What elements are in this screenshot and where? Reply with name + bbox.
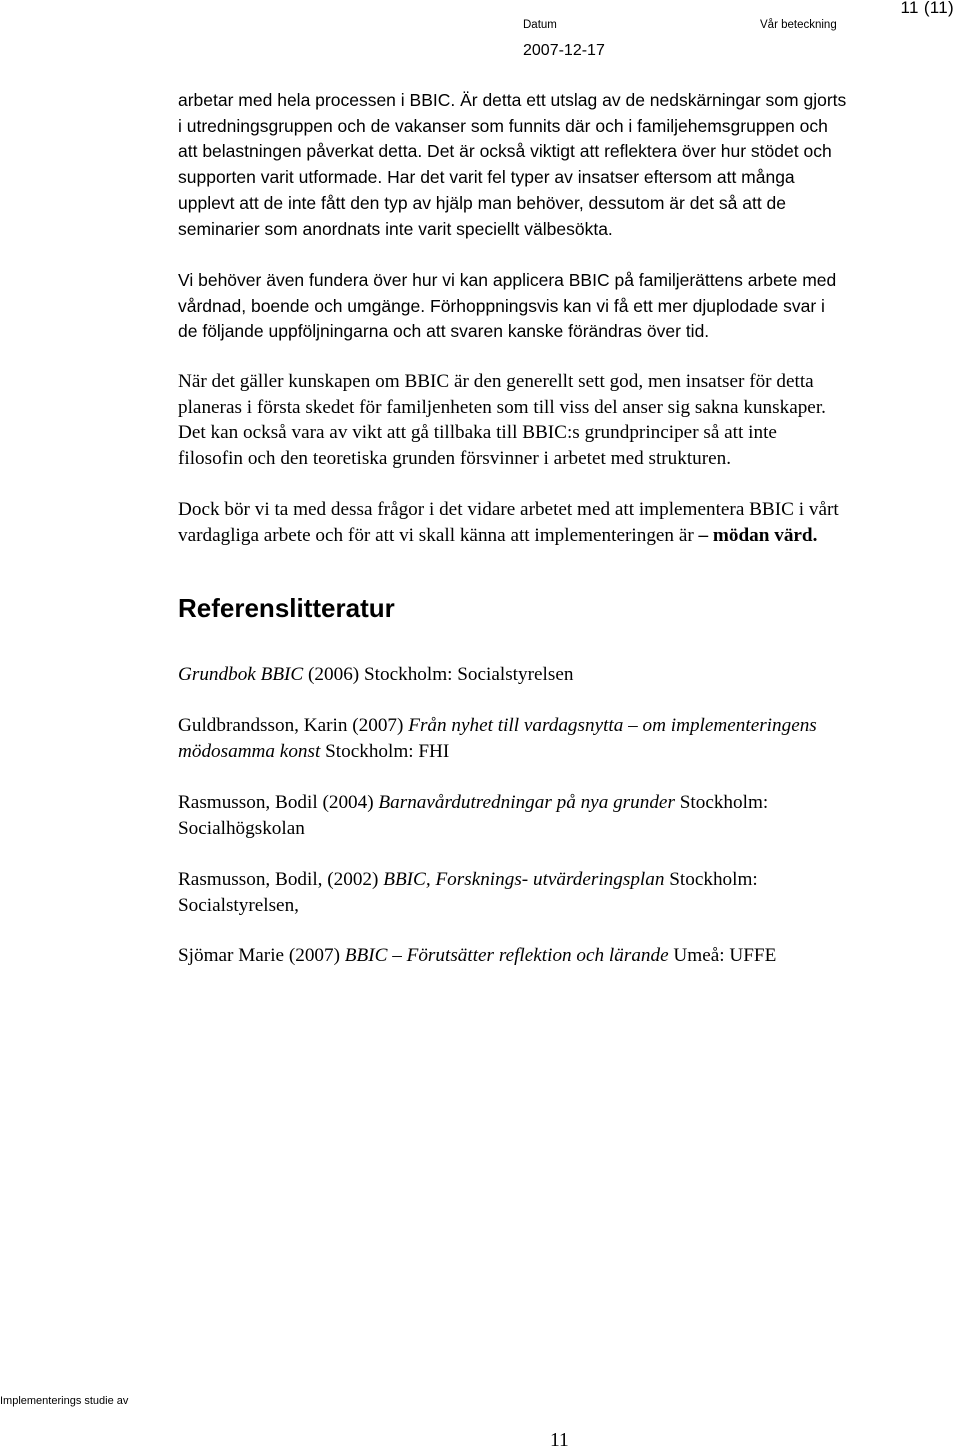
reference-line [178, 739, 954, 765]
reference-title: Från nyhet till vardagsnytta – om implementeringens [408, 715, 817, 736]
paragraph-4 [178, 497, 954, 548]
paragraph-line: vårdnad, boende och umgänge. Förhoppningsvis kan vi få ett mer djuplodade svar i [178, 295, 825, 316]
reference-line [178, 662, 954, 688]
reference-author: Sjömar Marie (2007) [178, 945, 345, 966]
paragraph-line: filosofin och den teoretiska grunden försvinner i arbetet med strukturen. [178, 448, 732, 470]
paragraph-line: Dock bör vi ta med dessa frågor i det vidare arbetet med att implementera BBIC i vårt [178, 499, 839, 520]
reference-title: Barnavårdutredningar på nya grunder [378, 792, 675, 813]
reference-author: Guldbrandsson, Karin (2007) [178, 715, 409, 736]
reference-publisher: Stockholm: [674, 792, 769, 813]
reference-entry [178, 662, 954, 688]
paragraph-line: supporten varit utformade. Har det varit fel typer av insatser eftersom att många [178, 167, 795, 188]
reference-line [178, 943, 954, 969]
reference-entry [178, 790, 954, 841]
paragraph-2 [178, 268, 954, 345]
reference-entry [178, 943, 954, 969]
reference-author: Rasmusson, Bodil (2004) [178, 792, 379, 813]
paragraph-1 [178, 88, 954, 242]
reference-title: mödosamma konst [178, 740, 321, 762]
references-heading: Referenslitteratur [178, 593, 395, 623]
reference-title: BBIC, Forsknings- utvärderingsplan [383, 869, 665, 890]
reference-line: Socialstyrelsen, [178, 894, 299, 916]
reference-entry [178, 713, 954, 764]
reference-line [178, 713, 954, 739]
paragraph-line: När det gäller kunskapen om BBIC är den generellt sett god, men insatser för detta [178, 371, 814, 392]
reference-title: BBIC – Förutsätter reflektion och lärande [344, 945, 669, 966]
paragraph-3 [178, 369, 954, 472]
reference-title: Grundbok BBIC [178, 664, 304, 685]
reference-author: Rasmusson, Bodil, (2002) [178, 869, 384, 890]
footer-page-number: 11 [550, 1430, 569, 1451]
paragraph-line [178, 523, 954, 549]
paragraph-line: de följande uppföljningarna och att svaren kanske förändras över tid. [178, 321, 710, 342]
reference-line [178, 867, 954, 893]
reference-publisher: Stockholm: [664, 869, 758, 890]
paragraph-line: att belastningen påverkat detta. Det är också viktigt att reflektera över hur stödet och [178, 141, 832, 162]
reference-line: Socialhögskolan [178, 817, 305, 839]
paragraph-line: Vi behöver även fundera över hur vi kan applicera BBIC på familjerättens arbete med [178, 270, 837, 290]
paragraph-line: upplevt att de inte fått den typ av hjälp man behöver, dessutom är det så att de [178, 192, 787, 213]
paragraph-line: seminarier som anordnats inte varit speciellt välbesökta. [178, 218, 613, 239]
emphasis-text: – mödan värd. [698, 524, 818, 546]
reference-label: Vår beteckning [760, 19, 837, 31]
paragraph-line: Det kan också vara av vikt att gå tillbaka till BBIC:s grundprinciper så att inte [178, 422, 777, 444]
reference-publisher: Stockholm: FHI [320, 740, 450, 762]
date-label: Datum [523, 19, 557, 31]
page-indicator: 11 (11) [900, 0, 954, 17]
reference-line [178, 790, 954, 816]
footer-label: Implementerings studie av [0, 1395, 129, 1407]
reference-publisher: (2006) Stockholm: Socialstyrelsen [303, 664, 574, 685]
paragraph-line: planeras i första skedet för familjenheten som till viss del anser sig sakna kunskaper. [178, 396, 826, 418]
reference-publisher: Umeå: UFFE [668, 945, 777, 966]
paragraph-line: i utredningsgruppen och de vakanser som funnits där och i familjehemsgruppen och [178, 115, 828, 136]
reference-entry [178, 867, 954, 918]
date-value: 2007-12-17 [523, 42, 605, 59]
paragraph-text: vardagliga arbete och för att vi skall känna att implementeringen är [178, 524, 699, 546]
paragraph-line: arbetar med hela processen i BBIC. Är detta ett utslag av de nedskärningar som gjorts [178, 90, 847, 110]
